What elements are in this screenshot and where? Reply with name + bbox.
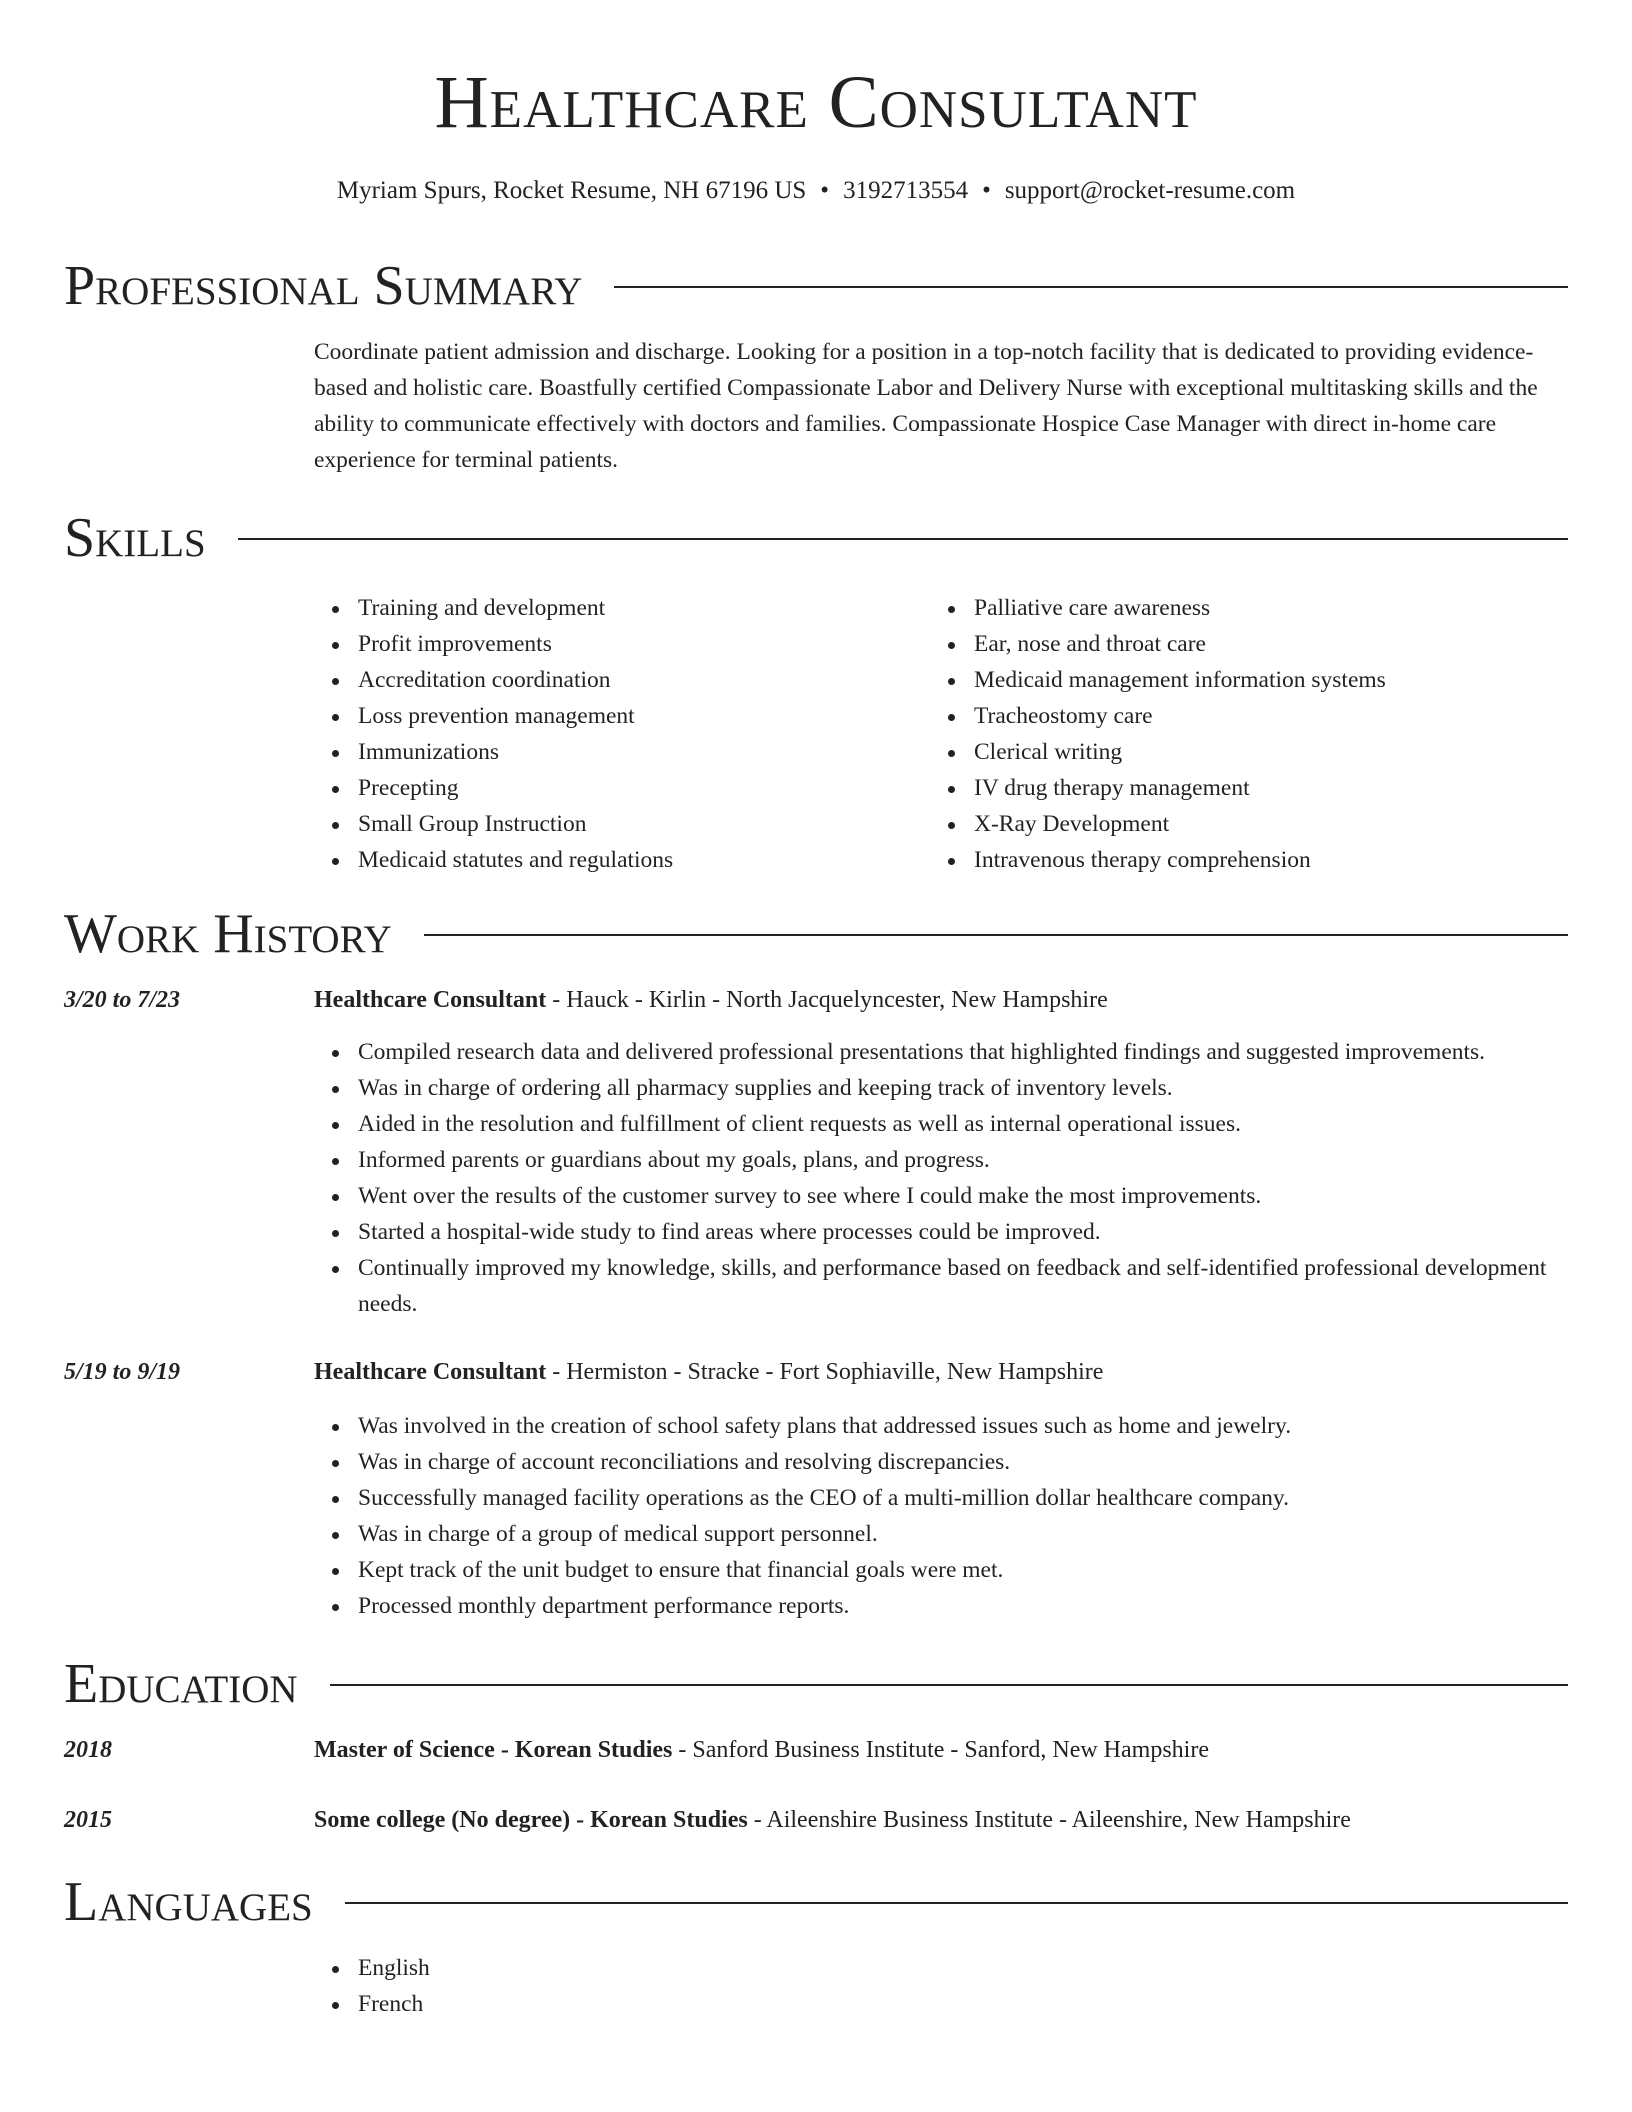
section-heading: Languages bbox=[64, 1871, 313, 1933]
section-divider bbox=[330, 1684, 1568, 1686]
job-bullets bbox=[314, 1408, 1592, 1624]
skills-column-left bbox=[314, 590, 914, 878]
section-divider bbox=[614, 286, 1568, 288]
job-bullet: Was in charge of a group of medical support personnel. bbox=[314, 1516, 1592, 1552]
job-dates: 3/20 to 7/23 bbox=[64, 987, 181, 1013]
section-heading: Professional Summary bbox=[64, 255, 583, 317]
skill-item: Intravenous therapy comprehension bbox=[930, 842, 1570, 878]
section-skills-header bbox=[64, 506, 1568, 570]
skills-list bbox=[314, 590, 914, 878]
skill-item: Accreditation coordination bbox=[314, 662, 914, 698]
contact-phone: 3192713554 bbox=[843, 177, 969, 204]
contact-address: Myriam Spurs, Rocket Resume, NH 67196 US bbox=[336, 177, 807, 204]
section-heading: Education bbox=[64, 1653, 298, 1715]
job-bullet: Was in charge of ordering all pharmacy supplies and keeping track of inventory levels. bbox=[314, 1070, 1592, 1106]
job-detail: - Hermiston - Stracke - Fort Sophiaville, New Hampshire bbox=[546, 1359, 1104, 1385]
job-detail: - Hauck - Kirlin - North Jacquelyncester, New Hampshire bbox=[546, 987, 1108, 1013]
section-divider bbox=[345, 1902, 1568, 1904]
job-bullet: Processed monthly department performance reports. bbox=[314, 1588, 1592, 1624]
skill-item: Small Group Instruction bbox=[314, 806, 914, 842]
job-title: Healthcare Consultant bbox=[314, 987, 547, 1013]
job-bullet: Informed parents or guardians about my goals, plans, and progress. bbox=[314, 1142, 1592, 1178]
section-divider bbox=[238, 538, 1568, 540]
skill-item: Tracheostomy care bbox=[930, 698, 1570, 734]
languages-list bbox=[314, 1950, 1592, 2022]
education-degree: Master of Science - Korean Studies bbox=[314, 1737, 673, 1763]
contact-separator: • bbox=[820, 177, 830, 204]
job-bullet-list bbox=[314, 1408, 1592, 1624]
section-languages-header bbox=[64, 1870, 1568, 1934]
job-bullet: Compiled research data and delivered professional presentations that highlighted findings and suggested improvements. bbox=[314, 1034, 1592, 1070]
summary-text: Coordinate patient admission and discharge. Looking for a position in a top-notch facility that is dedicated to providing evidence-based and holistic care. Boastfully certified Compassionate Labor and Delivery Nurse with exceptional multitasking skills and the ability to communicate effectively with doctors and families. Compassionate Hospice Case Manager with direct in-home care experience for terminal patients. bbox=[314, 339, 1538, 473]
job-bullet: Successfully managed facility operations as the CEO of a multi-million dollar healthcare company. bbox=[314, 1480, 1592, 1516]
skill-item: Precepting bbox=[314, 770, 914, 806]
language-item: English bbox=[314, 1950, 1592, 1986]
education-detail: - Sanford Business Institute - Sanford, New Hampshire bbox=[672, 1737, 1209, 1763]
job-title: Healthcare Consultant bbox=[314, 1359, 547, 1385]
job-title-line bbox=[314, 982, 1568, 1018]
job-bullets bbox=[314, 1034, 1592, 1322]
education-line bbox=[314, 1802, 1568, 1838]
skill-item: Medicaid statutes and regulations bbox=[314, 842, 914, 878]
section-education-header bbox=[64, 1652, 1568, 1716]
section-heading: Work History bbox=[64, 903, 392, 965]
skill-item: Training and development bbox=[314, 590, 914, 626]
job-bullet: Aided in the resolution and fulfillment of client requests as well as internal operational issues. bbox=[314, 1106, 1592, 1142]
skill-item: Clerical writing bbox=[930, 734, 1570, 770]
section-work-header bbox=[64, 902, 1568, 966]
skill-item: Palliative care awareness bbox=[930, 590, 1570, 626]
job-title-line bbox=[314, 1354, 1568, 1390]
job-bullet: Kept track of the unit budget to ensure that financial goals were met. bbox=[314, 1552, 1592, 1588]
education-degree: Some college (No degree) - Korean Studies bbox=[314, 1807, 748, 1833]
skill-item: IV drug therapy management bbox=[930, 770, 1570, 806]
contact-email: support@rocket-resume.com bbox=[1004, 177, 1296, 204]
skill-item: Loss prevention management bbox=[314, 698, 914, 734]
skills-list bbox=[930, 590, 1570, 878]
job-bullet: Continually improved my knowledge, skills, and performance based on feedback and self-identified professional development needs. bbox=[314, 1250, 1592, 1322]
resume-name: Healthcare Consultant bbox=[434, 61, 1198, 144]
language-item: French bbox=[314, 1986, 1592, 2022]
skill-item: X-Ray Development bbox=[930, 806, 1570, 842]
contact-separator: • bbox=[982, 177, 991, 204]
skill-item: Profit improvements bbox=[314, 626, 914, 662]
languages-block bbox=[314, 1950, 1592, 2022]
job-bullet: Was in charge of account reconciliations and resolving discrepancies. bbox=[314, 1444, 1592, 1480]
education-line bbox=[314, 1732, 1568, 1768]
education-year: 2018 bbox=[64, 1737, 112, 1763]
skill-item: Ear, nose and throat care bbox=[930, 626, 1570, 662]
job-bullet: Was involved in the creation of school safety plans that addressed issues such as home and jewelry. bbox=[314, 1408, 1592, 1444]
skills-column-right bbox=[930, 590, 1570, 878]
section-heading: Skills bbox=[64, 507, 206, 569]
contact-line bbox=[0, 174, 1632, 208]
education-year: 2015 bbox=[64, 1807, 112, 1833]
skill-item: Immunizations bbox=[314, 734, 914, 770]
section-divider bbox=[424, 934, 1568, 936]
job-bullet-list bbox=[314, 1034, 1592, 1322]
skill-item: Medicaid management information systems bbox=[930, 662, 1570, 698]
job-bullet: Started a hospital-wide study to find areas where processes could be improved. bbox=[314, 1214, 1592, 1250]
job-dates: 5/19 to 9/19 bbox=[64, 1359, 181, 1385]
education-detail: - Aileenshire Business Institute - Aileenshire, New Hampshire bbox=[747, 1807, 1351, 1833]
job-bullet: Went over the results of the customer survey to see where I could make the most improvements. bbox=[314, 1178, 1592, 1214]
section-summary-header bbox=[64, 254, 1568, 318]
